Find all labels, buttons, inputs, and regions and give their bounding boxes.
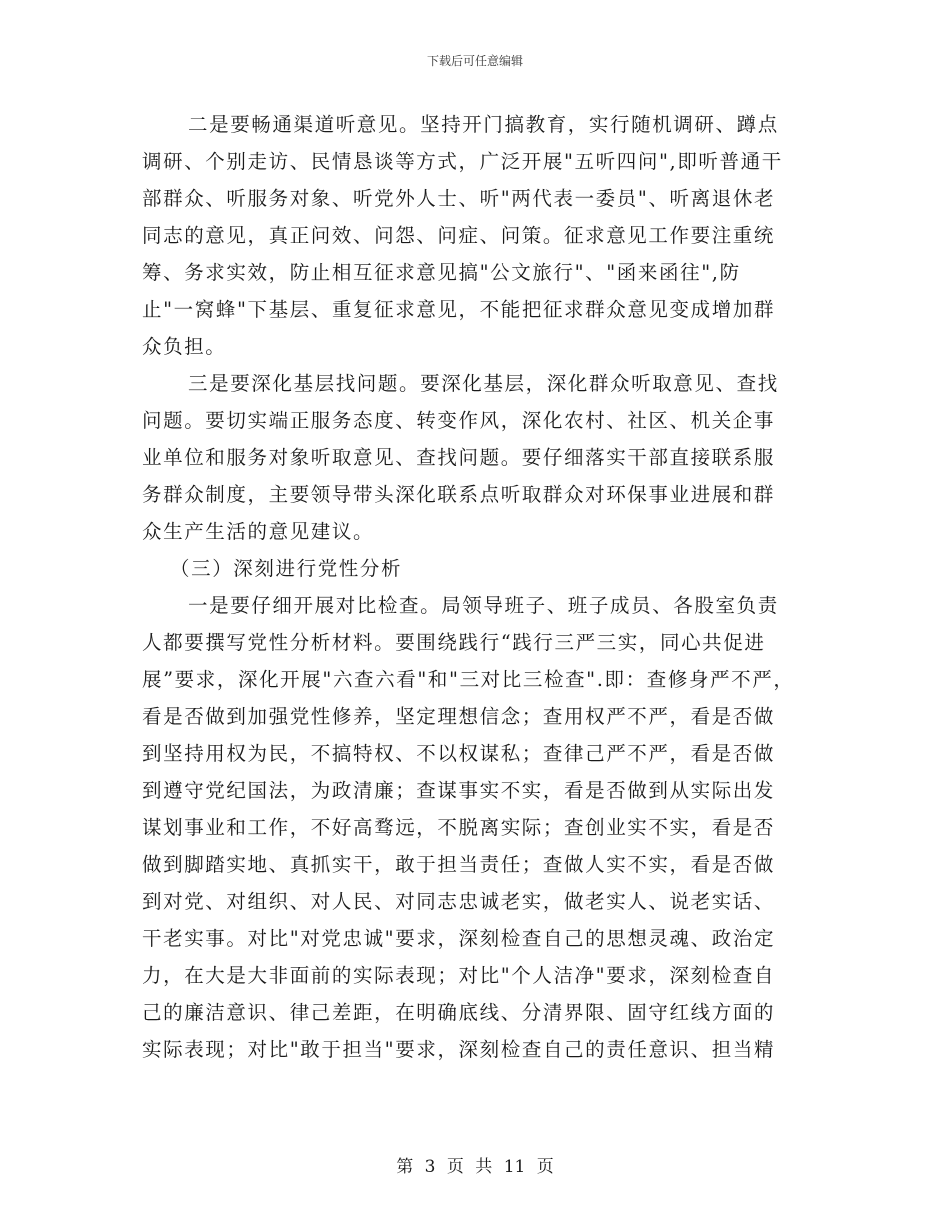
text-line: 问题。要切实端正服务态度、转变作风，深化农村、社区、机关企事 (142, 409, 776, 432)
text-line: 务群众制度，主要领导带头深化联系点听取群众对环保事业进展和群 (142, 483, 776, 506)
text-line: 三是要深化基层找问题。要深化基层，深化群众听取意见、查找 (188, 372, 779, 395)
text-line: 到遵守党纪国法，为政清廉；查谋事实不实，看是否做到从实际出发 (142, 779, 776, 802)
text-line: 筹、务求实效，防止相互征求意见搞"公文旅行"、"函来函往",防 (142, 261, 741, 284)
text-line: 看是否做到加强党性修养，坚定理想信念；查用权严不严，看是否做 (142, 705, 776, 728)
text-line: 做到脚踏实地、真抓实干，敢于担当责任；查做人实不实，看是否做 (142, 853, 776, 876)
text-line: 一是要仔细开展对比检查。局领导班子、班子成员、各股室负责 (188, 594, 779, 617)
text-line: 止"一窝蜂"下基层、重复征求意见，不能把征求群众意见变成增加群 (142, 298, 776, 321)
page-header: 下载后可任意编辑 (426, 54, 523, 68)
section-heading: （三）深刻进行党性分析 (170, 557, 403, 580)
text-line: 人都要撰写党性分析材料。要围绕践行“践行三严三实，同心共促进 (142, 631, 766, 654)
text-line: 谋划事业和工作，不好高骛远，不脱离实际；查创业实不实，看是否 (142, 816, 776, 839)
text-line: 众生产生活的意见建议。 (142, 520, 375, 543)
text-line: 业单位和服务对象听取意见、查找问题。要仔细落实干部直接联系服 (142, 446, 776, 469)
text-line: 展”要求，深化开展"六查六看"和"三对比三检查".即：查修身严不严， (142, 668, 795, 691)
text-line: 调研、个别走访、民情恳谈等方式，广泛开展"五听四问",即听普通干 (142, 150, 783, 173)
text-line: 力，在大是大非面前的实际表现；对比"个人洁净"要求，深刻检查自 (142, 964, 776, 987)
text-line: 同志的意见，真正问效、问怨、问症、问策。征求意见工作要注重统 (142, 224, 776, 247)
text-line: 实际表现；对比"敢于担当"要求，深刻检查自己的责任意识、担当精 (142, 1038, 776, 1061)
page-footer: 第 3 页 共 11 页 (396, 1157, 554, 1177)
text-line: 己的廉洁意识、律己差距，在明确底线、分清界限、固守红线方面的 (142, 1001, 776, 1024)
text-line: 众负担。 (142, 335, 227, 358)
text-line: 到对党、对组织、对人民、对同志忠诚老实，做老实人、说老实话、 (142, 890, 776, 913)
text-line: 干老实事。对比"对党忠诚"要求，深刻检查自己的思想灵魂、政治定 (142, 927, 776, 950)
body-text (142, 106, 822, 1068)
text-line: 二是要畅通渠道听意见。坚持开门搞教育，实行随机调研、蹲点 (188, 113, 779, 136)
text-line: 部群众、听服务对象、听党外人士、听"两代表一委员"、听离退休老 (142, 187, 776, 210)
text-line: 到坚持用权为民，不搞特权、不以权谋私；查律己严不严，看是否做 (142, 742, 776, 765)
